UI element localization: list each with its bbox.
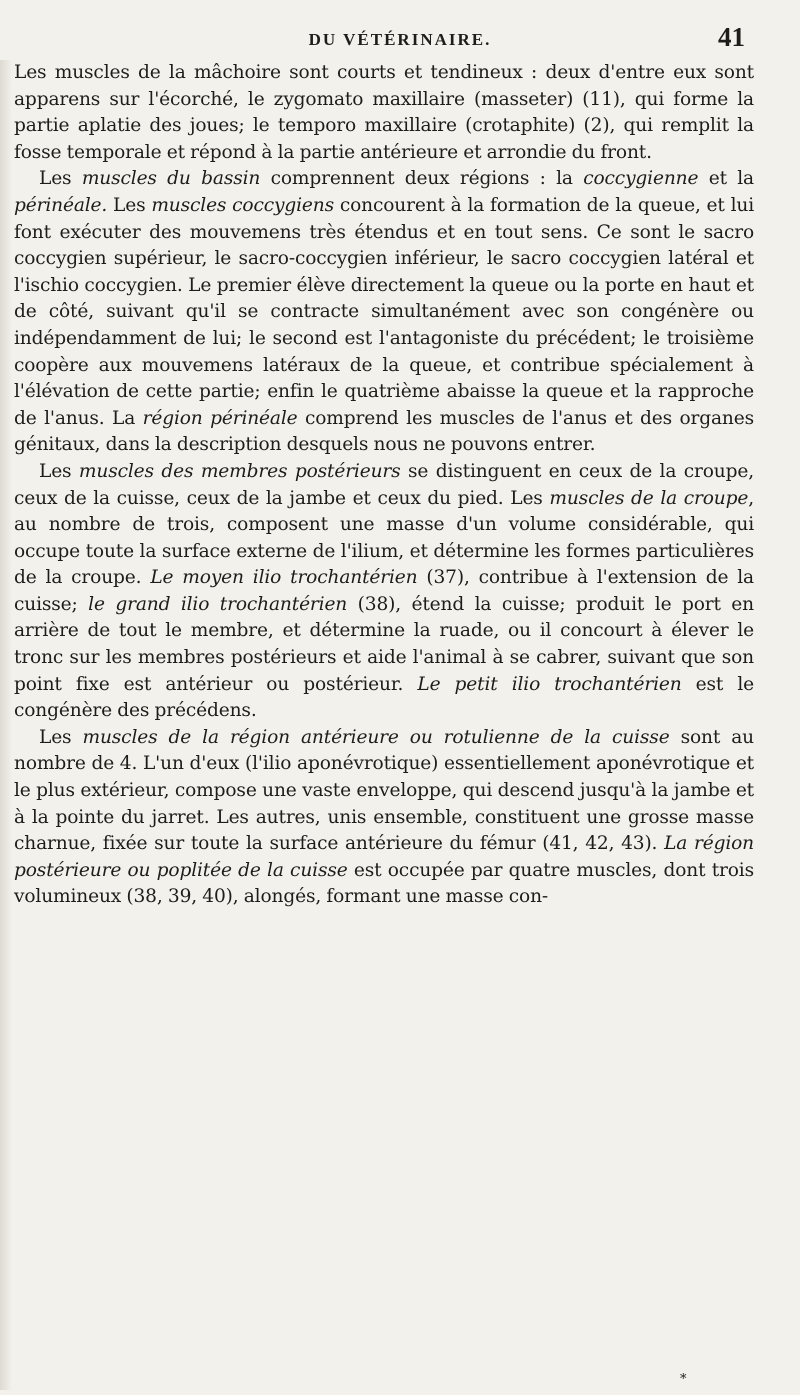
- paragraph-thigh-muscles: [14, 725, 754, 911]
- text-run: comprend les muscles de l'anus et des organes génitaux, dans la description desquels nous ne pouvons entrer.: [14, 407, 754, 456]
- italic-term: muscles des membres postérieurs: [78, 460, 401, 482]
- text-run: concourent à la formation de la queue, et lui font exécuter des mouvemens très étendus et en tout sens. Ce sont le sacro coccygien supérieur, le sacro-coccygien inférieur, le sacro coccygien latéral et l'ischio coccygien. Le premier élève directement la queue ou la porte en haut et de côté, suivant qu'il se contracte simultanément avec son congénère ou indépendamment de lui; le second est l'antagoniste du précédent; le troisième coopère aux mouvemens latéraux de la queue, et contribue spécialement à l'élévation de cette partie; enfin le quatrième abaisse la queue et la rapproche de l'anus. La: [14, 194, 754, 429]
- italic-term: région périnéale: [142, 407, 298, 429]
- italic-term: périnéale.: [14, 194, 108, 216]
- italic-term: muscles de la croupe: [549, 487, 749, 509]
- text-run: Les: [39, 168, 82, 190]
- text-run: sont au nombre de 4. L'un d'eux (l'ilio aponévrotique) essentiellement aponévrotique et le plus extérieur, compose une vaste enveloppe, qui descend jusqu'à la jambe et à la pointe du jarret. Les autres, unis ensemble, constituent une grosse masse charnue, fixée sur toute la surface antérieure du fémur (41, 42, 43).: [14, 726, 754, 855]
- italic-term: le grand ilio trochantérien: [88, 593, 348, 615]
- text-run: Les: [39, 726, 83, 748]
- paragraph-hind-limb-muscles: [14, 459, 754, 725]
- page-number: 41: [718, 22, 745, 52]
- text-run: Les muscles de la mâchoire sont courts et tendineux : deux d'entre eux sont apparens sur l'écorché, le zygomato maxillaire (masseter) (11), qui forme la partie aplatie des joues; le temporo maxillaire (crotaphite) (2), qui remplit la fosse temporale et répond à la partie antérieure et arrondie du front.: [14, 62, 754, 163]
- text-run: se distinguent en ceux de la croupe, ceux de la cuisse, ceux de la jambe et ceux du pied. Les: [14, 460, 754, 509]
- italic-term: Le petit ilio trochantérien: [417, 673, 682, 695]
- italic-term: muscles coccygiens: [151, 194, 334, 216]
- running-title: DU VÉTÉRINAIRE.: [308, 30, 492, 49]
- text-run: est occupée par quatre muscles, dont trois volumineux (38, 39, 40), alongés, formant une masse con-: [14, 859, 754, 908]
- page-header: [0, 20, 800, 60]
- italic-term: Le moyen ilio trochantérien: [150, 567, 418, 589]
- paragraph-pelvis-muscles: [14, 166, 754, 459]
- text-run: , au nombre de trois, composent une masse d'un volume considérable, qui occupe toute la surface externe de l'ilium, et détermine les formes particulières de la croupe.: [14, 487, 754, 589]
- text-run: (37), contribue à l'extension de la cuisse;: [14, 567, 754, 615]
- signature-mark: *: [680, 1372, 687, 1387]
- binding-gutter-shadow: [0, 60, 12, 1390]
- paragraph-jaw-muscles: [14, 60, 754, 166]
- text-run: Les: [107, 194, 152, 216]
- text-run: (38), étend la cuisse; produit le port en arrière de tout le membre, et détermine la ruade, ou il concourt à élever le tronc sur les membres postérieurs et aide l'animal à se cabrer, suivant que son point fixe est antérieur ou postérieur.: [14, 593, 754, 695]
- text-run: et la: [698, 168, 754, 190]
- body-text: [14, 60, 754, 911]
- italic-term: coccygienne: [583, 168, 699, 190]
- italic-term: muscles de la région antérieure ou rotulienne de la cuisse: [82, 726, 670, 748]
- text-run: est le congénère des précédens.: [14, 673, 754, 722]
- italic-term: La région postérieure ou poplitée de la cuisse: [14, 833, 755, 881]
- italic-term: muscles du bassin: [81, 168, 261, 190]
- text-run: Les: [39, 460, 79, 482]
- text-run: comprennent deux régions : la: [260, 168, 584, 190]
